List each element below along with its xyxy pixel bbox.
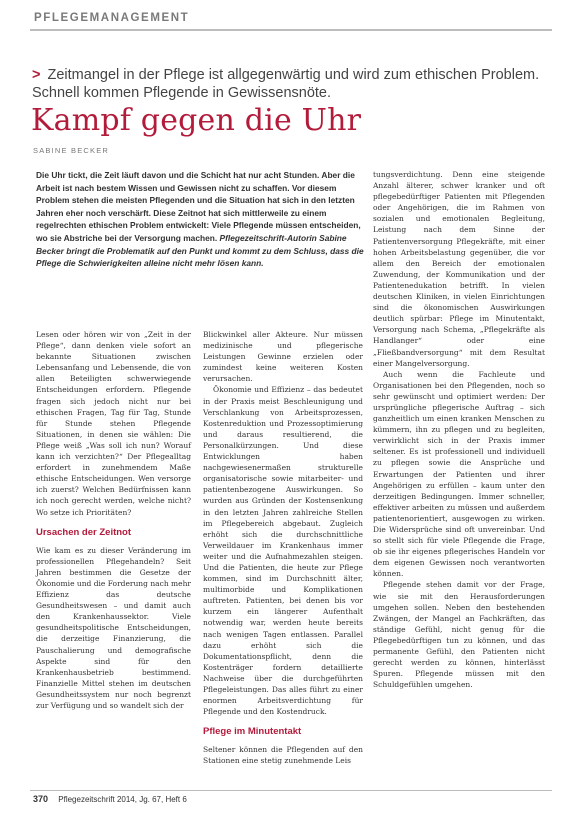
lead-paragraph: [36, 169, 366, 270]
subhead-ursachen: Ursachen der Zeitnot: [36, 526, 132, 538]
column-2: [203, 329, 363, 767]
col2-paragraph-1: Blickwinkel aller Akteure. Nur müssen medizinische und pflegerische Leistungen Gewinne erzielen oder zumindest keine weiteren Kosten verursachen.: [203, 330, 363, 384]
column-3: [373, 169, 545, 690]
section-label: PFLEGEMANAGEMENT: [34, 12, 190, 24]
col1-paragraph-2: Wie kam es zu dieser Veränderung im professionellen Pflegehandeln? Seit Jahren bestimmen die Gesetze der Ökonomie und die Forderung nach mehr Effizienz das deutsche Gesundheitswesen – und damit auch den Krankenhaussektor. Viele gesundheitspolitische Entscheidungen, die derzeitige Finanzierung, die Pauschalierung und demografische Aspekte sind für den Krankenhausbetrieb bestimmend. Finanzielle Mittel stehen im deutschen Gesundheitssystem nur noch begrenzt zur Verfügung und so wandelt sich der: [36, 545, 192, 710]
journal-citation: Pflegezeitschrift 2014, Jg. 67, Heft 6: [58, 795, 187, 804]
col3-paragraph-2: Auch wenn die Fachleute und Organisationen bei den Pflegenden, noch so sehr gewünscht und optimiert werden: Der ursprüngliche pflegerische Auftrag – sich ganzheitlich um einen kranken Menschen zu kümmern, ihn zu pflegen und zu begleiten, verwirklicht sich in der Praxis immer seltener. Es ist professionell und individuell zu pflegen sowie die Ansprüche und Erwartungen der Patienten und ihrer Angehörigen zu erfüllen – kaum unter den derzeitigen Bedingungen. Immer schneller, effektiver arbeiten zu müssen und außerdem patientenorientiert, ausgewogen zu wirken. Die Widersprüche sind oft unvereinbar. Und so stellt sich für viele Pflegende die Frage, ob sie ihr eigenes pflegerisches Handeln vor dem eigenen Gewissen noch verantworten können.: [373, 369, 545, 579]
column-1: [36, 329, 191, 711]
kicker-arrow: >: [32, 67, 41, 83]
lead-italic: Pflegezeitschrift-Autorin Sabine Becker bringt die Problematik auf den Punkt und kommt zu dem Schluss, dass die Pflege die Schwierigkeiten alleine nicht mehr lösen kann.: [36, 232, 364, 269]
col2-paragraph-2: Ökonomie und Effizienz – das bedeutet in der Praxis meist Beschleunigung und Verschlankung von Arbeitsprozessen, Kostenreduktion und Prozessoptimierung und daraus resultierend, die Personalkürzungen. Und diese Entwicklungen haben nachgewiesenermaßen strukturelle organisatorische sowie mitarbeiter- und patientenbezogene Auswirkungen. So wurden aus Gründen der Kostensenkung in den letzten Jahren zahlreiche Stellen im Pflegebereich abgebaut. Zugleich erhöht sich die durchschnittliche Verweildauer im Krankenhaus immer weiter und die Aufnahmezahlen steigen. Und die Patienten, die heute zur Pflege kommen, sind im Durchschnitt älter, multimorbide und Komplikationen auftreten. Patienten, bei denen bis vor kurzem ein längerer Aufenthalt notwendig war, werden heute bereits nach wenigen Tagen entlassen. Parallel dazu erhöht sich die Dokumentationspflicht, denn die Kostenträger fordern detaillierte Nachweise über die durchgeführten Pflegeleistungen. Das alles führt zu einer enormen Arbeitsverdichtung für Pflegende und den Kostendruck.: [203, 385, 363, 717]
article-title: Kampf gegen die Uhr: [31, 103, 362, 138]
page-number: 370: [33, 794, 49, 804]
lead-text: Die Uhr tickt, die Zeit läuft davon und die Schicht hat nur acht Stunden. Aber die Arbeit ist nach bestem Wissen und Gewissen nicht zu schaffen. Vor diesem Problem stehen die meisten Pflegenden und die Situation hat sich in den letzten Jahren eher noch verschärft. Diese Zeitnot hat sich mittlerweile zu einem regelrechten ethischen Problem entwickelt: Viele Pflegende müssen entscheiden, wo sie Abstriche bei der Versorgung machen.: [36, 170, 361, 243]
col2-paragraph-3: Seltener können die Pflegenden auf den Stationen eine stetig zunehmende Leis: [203, 745, 363, 766]
author-byline: SABINE BECKER: [33, 146, 110, 155]
col3-paragraph-1: tungsverdichtung. Denn eine steigende Anzahl älterer, schwer kranker und oft pflegebedürftiger Patienten mit Pflegenden oder Angehörigen, die im Rahmen von sozialen und emotionalen Begleitung, Leistung nach dem Sinne der Patientenversorgung Pflegekräfte, mit einer hohen Arbeitsbelastung gegenüber, die vor allem den Bereich der emotionalen Zuwendung, der Kommunikation und der Patientenedukation betrifft. In vielen deutschen Kliniken, in vielen Einrichtungen sind die ökonomischen Auswirkungen deutlich spürbar: Pflege im Minutentakt, Versorgung nach Schema, „Pflegekräfte als Handlanger“ oder eine „Fließbandversorgung“ mit dem Resultat einer Mangelversorgung.: [373, 170, 545, 368]
footer: [33, 794, 187, 804]
kicker: [32, 66, 547, 102]
footer-rule: [30, 790, 552, 791]
col1-paragraph-1: Lesen oder hören wir von „Zeit in der Pflege“, dann denken viele sofort an bekannte Situationen zwischen Lebensanfang und Lebensende, die von allen Beteiligten schwerwiegende Entscheidungen erfordern. Pflegende fragen sich jedoch nicht nur bei ethischen Fragen, Tag für Tag, Stunde für Stunde stehen Pflegende Situationen, in denen sie wählen: Die Pflege weiß „Was soll ich nun? Worauf kann ich verzichten?“ Der Pflegealltag erfordert in zunehmendem Maße ethische Entscheidungen. Wen versorge ich zuerst? Welchen Bedürfnissen kann ich noch gerecht werden, welche nicht? Wo setze ich Prioritäten?: [36, 330, 191, 517]
col3-paragraph-3: Pflegende stehen damit vor der Frage, wie sie mit den Herausforderungen umgehen sollen. Neben den bestehenden Zwängen, der Mangel an Fachkräften, das ständige Gefühl, nicht genug für die Pflegebedürftigen tun zu können, und das permanente Gefühl, den Patienten nicht gerecht werden zu können, hinterlässt Spuren. Pflegende müssen mit den Schuldgefühlen umgehen.: [373, 580, 545, 690]
kicker-text: Zeitmangel in der Pflege ist allgegenwärtig und wird zum ethischen Problem. Schnell kommen Pflegende in Gewissensnöte.: [32, 67, 540, 101]
subhead-minutentakt: Pflege im Minutentakt: [203, 726, 302, 738]
